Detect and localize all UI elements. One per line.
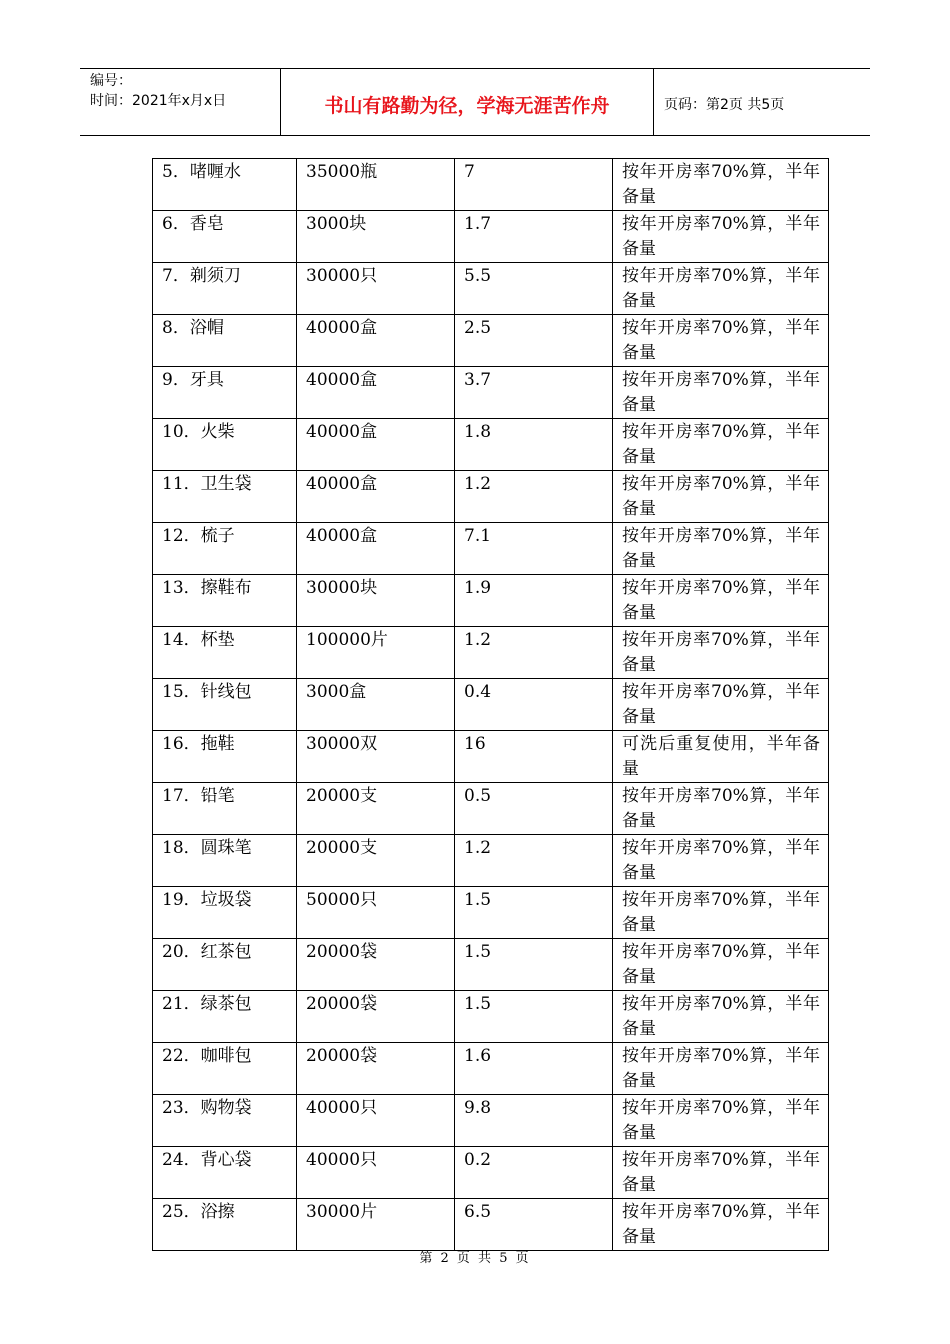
table-row — [153, 835, 829, 887]
item-name-cell: 15．针线包 — [153, 679, 297, 731]
unit-price-cell: 1.5 — [455, 991, 613, 1043]
remark-cell: 按年开房率70%算，半年备量 — [613, 159, 829, 211]
table-row — [153, 367, 829, 419]
remark-cell: 按年开房率70%算，半年备量 — [613, 575, 829, 627]
page-footer: 第 2 页 共 5 页 — [419, 1251, 531, 1266]
table-row — [153, 263, 829, 315]
supplies-table — [152, 158, 829, 1251]
quantity-cell: 30000片 — [297, 1199, 455, 1251]
table-row — [153, 1095, 829, 1147]
table-row — [153, 419, 829, 471]
item-name-cell: 19．垃圾袋 — [153, 887, 297, 939]
item-name-cell: 24．背心袋 — [153, 1147, 297, 1199]
item-name-cell: 14．杯垫 — [153, 627, 297, 679]
remark-cell: 按年开房率70%算，半年备量 — [613, 887, 829, 939]
quantity-cell: 30000只 — [297, 263, 455, 315]
unit-price-cell: 1.7 — [455, 211, 613, 263]
page-header — [80, 68, 870, 136]
remark-cell: 按年开房率70%算，半年备量 — [613, 211, 829, 263]
unit-price-cell: 1.2 — [455, 627, 613, 679]
table-row — [153, 991, 829, 1043]
item-name-cell: 17．铅笔 — [153, 783, 297, 835]
quantity-cell: 3000盒 — [297, 679, 455, 731]
remark-cell: 按年开房率70%算，半年备量 — [613, 939, 829, 991]
table-row — [153, 211, 829, 263]
item-name-cell: 9．牙具 — [153, 367, 297, 419]
quantity-cell: 3000块 — [297, 211, 455, 263]
quantity-cell: 40000盒 — [297, 523, 455, 575]
item-name-cell: 22．咖啡包 — [153, 1043, 297, 1095]
quantity-cell: 40000盒 — [297, 367, 455, 419]
table-row — [153, 315, 829, 367]
table-row — [153, 1147, 829, 1199]
remark-cell: 按年开房率70%算，半年备量 — [613, 627, 829, 679]
item-name-cell: 20．红茶包 — [153, 939, 297, 991]
header-motto: 书山有路勤为径，学海无涯苦作舟 — [281, 69, 654, 135]
remark-cell: 可洗后重复使用，半年备量 — [613, 731, 829, 783]
item-name-cell: 8．浴帽 — [153, 315, 297, 367]
quantity-cell: 40000只 — [297, 1147, 455, 1199]
unit-price-cell: 1.8 — [455, 419, 613, 471]
table-row — [153, 679, 829, 731]
table-row — [153, 731, 829, 783]
remark-cell: 按年开房率70%算，半年备量 — [613, 1199, 829, 1251]
unit-price-cell: 1.5 — [455, 887, 613, 939]
remark-cell: 按年开房率70%算，半年备量 — [613, 471, 829, 523]
unit-price-cell: 5.5 — [455, 263, 613, 315]
unit-price-cell: 7 — [455, 159, 613, 211]
item-name-cell: 25．浴擦 — [153, 1199, 297, 1251]
table-row — [153, 523, 829, 575]
item-name-cell: 16．拖鞋 — [153, 731, 297, 783]
remark-cell: 按年开房率70%算，半年备量 — [613, 315, 829, 367]
quantity-cell: 20000支 — [297, 783, 455, 835]
remark-cell: 按年开房率70%算，半年备量 — [613, 523, 829, 575]
quantity-cell: 40000盒 — [297, 315, 455, 367]
remark-cell: 按年开房率70%算，半年备量 — [613, 263, 829, 315]
item-name-cell: 5．啫喱水 — [153, 159, 297, 211]
table-row — [153, 939, 829, 991]
unit-price-cell: 7.1 — [455, 523, 613, 575]
unit-price-cell: 1.9 — [455, 575, 613, 627]
remark-cell: 按年开房率70%算，半年备量 — [613, 783, 829, 835]
unit-price-cell: 9.8 — [455, 1095, 613, 1147]
item-name-cell: 18．圆珠笔 — [153, 835, 297, 887]
unit-price-cell: 3.7 — [455, 367, 613, 419]
item-name-cell: 13．擦鞋布 — [153, 575, 297, 627]
unit-price-cell: 2.5 — [455, 315, 613, 367]
table-row — [153, 575, 829, 627]
document-number-label: 编号： — [90, 73, 132, 89]
unit-price-cell: 6.5 — [455, 1199, 613, 1251]
quantity-cell: 20000袋 — [297, 1043, 455, 1095]
supplies-table-body — [153, 159, 829, 1251]
table-row — [153, 471, 829, 523]
quantity-cell: 20000袋 — [297, 991, 455, 1043]
unit-price-cell: 0.5 — [455, 783, 613, 835]
item-name-cell: 10．火柴 — [153, 419, 297, 471]
quantity-cell: 30000块 — [297, 575, 455, 627]
remark-cell: 按年开房率70%算，半年备量 — [613, 1095, 829, 1147]
quantity-cell: 20000袋 — [297, 939, 455, 991]
remark-cell: 按年开房率70%算，半年备量 — [613, 1147, 829, 1199]
unit-price-cell: 1.5 — [455, 939, 613, 991]
unit-price-cell: 1.6 — [455, 1043, 613, 1095]
unit-price-cell: 0.2 — [455, 1147, 613, 1199]
item-name-cell: 23．购物袋 — [153, 1095, 297, 1147]
quantity-cell: 20000支 — [297, 835, 455, 887]
unit-price-cell: 1.2 — [455, 471, 613, 523]
quantity-cell: 100000片 — [297, 627, 455, 679]
table-row — [153, 159, 829, 211]
unit-price-cell: 0.4 — [455, 679, 613, 731]
quantity-cell: 40000只 — [297, 1095, 455, 1147]
quantity-cell: 30000双 — [297, 731, 455, 783]
remark-cell: 按年开房率70%算，半年备量 — [613, 991, 829, 1043]
item-name-cell: 11．卫生袋 — [153, 471, 297, 523]
item-name-cell: 21．绿茶包 — [153, 991, 297, 1043]
unit-price-cell: 1.2 — [455, 835, 613, 887]
item-name-cell: 12．梳子 — [153, 523, 297, 575]
remark-cell: 按年开房率70%算，半年备量 — [613, 1043, 829, 1095]
remark-cell: 按年开房率70%算，半年备量 — [613, 835, 829, 887]
quantity-cell: 40000盒 — [297, 471, 455, 523]
quantity-cell: 40000盒 — [297, 419, 455, 471]
item-name-cell: 7．剃须刀 — [153, 263, 297, 315]
header-meta — [80, 69, 281, 135]
table-row — [153, 887, 829, 939]
table-row — [153, 1043, 829, 1095]
remark-cell: 按年开房率70%算，半年备量 — [613, 419, 829, 471]
header-page-info: 页码：第2页 共5页 — [664, 97, 785, 113]
table-row — [153, 627, 829, 679]
remark-cell: 按年开房率70%算，半年备量 — [613, 367, 829, 419]
quantity-cell: 35000瓶 — [297, 159, 455, 211]
remark-cell: 按年开房率70%算，半年备量 — [613, 679, 829, 731]
document-time: 时间：2021年x月x日 — [90, 93, 227, 109]
quantity-cell: 50000只 — [297, 887, 455, 939]
table-row — [153, 1199, 829, 1251]
item-name-cell: 6．香皂 — [153, 211, 297, 263]
unit-price-cell: 16 — [455, 731, 613, 783]
table-row — [153, 783, 829, 835]
